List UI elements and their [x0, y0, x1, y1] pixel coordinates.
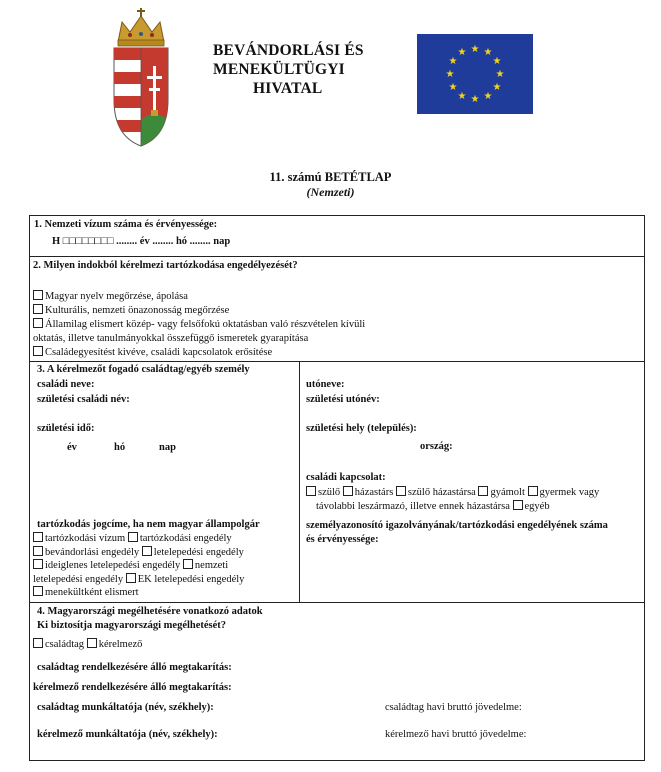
day-label: nap: [159, 442, 176, 453]
country-label: ország:: [420, 441, 453, 452]
stay-residence-permit: tartózkodási engedély: [139, 533, 232, 544]
relation-spouse: házastárs: [354, 487, 394, 498]
checkbox[interactable]: [33, 559, 43, 569]
provider-applicant: kérelmező: [98, 639, 143, 650]
form-title: 11. számú BETÉTLAP: [269, 170, 392, 184]
stay-ek-settlement: EK letelepedési engedély: [137, 573, 245, 585]
checkbox[interactable]: [33, 586, 43, 596]
section1-heading: 1. Nemzeti vízum száma és érvényessége:: [34, 219, 218, 230]
svg-text:★: ★: [448, 56, 458, 67]
applicant-employer-label: kérelmező munkáltatója (név, székhely):: [37, 729, 218, 740]
reason-label: Államilag elismert közép- vagy felsőfokú oktatásban való részvételen kívüli: [45, 319, 366, 330]
divider: [29, 361, 645, 362]
svg-text:★: ★: [492, 82, 502, 93]
relation-child: gyermek vagy: [539, 487, 600, 498]
svg-text:★: ★: [483, 91, 493, 102]
family-income-label: családtag havi bruttó jövedelme:: [385, 702, 522, 713]
reason-label: Családegyesítést kivéve, családi kapcsolatok erősítése: [45, 347, 273, 358]
svg-text:★: ★: [457, 47, 467, 58]
relation-other: egyéb: [524, 501, 550, 512]
svg-text:★: ★: [445, 69, 455, 80]
section4-heading: [37, 605, 263, 632]
year-label: év: [67, 442, 77, 453]
reason-options: [33, 290, 365, 360]
checkbox[interactable]: [142, 546, 152, 556]
checkbox[interactable]: [396, 486, 406, 496]
svg-text:★: ★: [495, 69, 505, 80]
reason-label-continued: oktatás, illetve tanulmányokkal összefüggő ismeretek gyarapítása: [33, 333, 309, 344]
checkbox[interactable]: [528, 486, 538, 496]
org-name-line3: HIVATAL: [253, 80, 323, 97]
family-name-label: családi neve:: [37, 379, 95, 390]
divider: [29, 602, 645, 603]
eu-flag-logo: [417, 34, 533, 114]
checkbox[interactable]: [87, 638, 97, 648]
provider-family: családtag: [45, 639, 85, 650]
relation-parent: szülő: [318, 487, 341, 498]
reason-option[interactable]: [33, 290, 365, 304]
applicant-savings-label: kérelmező rendelkezésére álló megtakarítás:: [33, 682, 232, 693]
stay-options: [33, 532, 298, 600]
stay-national-cont: letelepedési engedély: [33, 573, 124, 585]
checkbox[interactable]: [513, 500, 523, 510]
stay-visa: tartózkodási vízum: [45, 533, 126, 544]
checkbox[interactable]: [33, 290, 43, 300]
svg-text:★: ★: [470, 44, 480, 55]
checkbox[interactable]: [33, 304, 43, 314]
birth-family-name-label: születési családi név:: [37, 394, 130, 405]
family-employer-label: családtag munkáltatója (név, székhely):: [37, 702, 214, 713]
visa-number-field[interactable]: H □□□□□□□□ ........ év ........ hó ........ nap: [52, 236, 231, 247]
coat-of-arms-logo: [108, 8, 174, 148]
family-savings-label: családtag rendelkezésére álló megtakarítás:: [37, 662, 232, 673]
reason-option[interactable]: [33, 346, 365, 360]
relation-descendant: távolabbi leszármazó, illetve ennek házastársa: [316, 501, 510, 512]
checkbox[interactable]: [33, 532, 43, 542]
relation-parent-spouse: szülő házastársa: [407, 487, 476, 498]
stay-settlement-permit: letelepedési engedély: [153, 546, 244, 558]
id-title-line1: személyazonosító igazolványának/tartózkodási engedélyének száma: [306, 520, 608, 531]
stay-temp-settlement: ideiglenes letelepedési engedély: [45, 560, 181, 571]
svg-text:★: ★: [492, 56, 502, 67]
checkbox[interactable]: [478, 486, 488, 496]
checkbox[interactable]: [343, 486, 353, 496]
month-label: hó: [114, 442, 126, 453]
svg-text:★: ★: [470, 94, 480, 105]
checkbox[interactable]: [33, 346, 43, 356]
stay-national: nemzeti: [194, 560, 229, 571]
divider: [29, 256, 645, 257]
reason-option[interactable]: [33, 304, 365, 318]
applicant-income-label: kérelmező havi bruttó jövedelme:: [385, 729, 527, 740]
section2-heading: 2. Milyen indokból kérelmezi tartózkodása engedélyezését?: [33, 260, 298, 271]
checkbox[interactable]: [183, 559, 193, 569]
form-subtitle: (Nemzeti): [306, 185, 355, 199]
svg-text:★: ★: [457, 91, 467, 102]
section3-heading: 3. A kérelmezőt fogadó családtag/egyéb személy: [37, 364, 250, 375]
relation-label: családi kapcsolat:: [306, 472, 386, 483]
checkbox[interactable]: [306, 486, 316, 496]
stay-immigration-permit: bevándorlási engedély: [45, 546, 140, 558]
checkbox[interactable]: [126, 573, 136, 583]
checkbox[interactable]: [33, 546, 43, 556]
id-title: [306, 519, 644, 546]
stay-title: tartózkodás jogcíme, ha nem magyar állampolgár: [37, 519, 260, 530]
birth-date-label: születési idő:: [37, 423, 95, 434]
stay-refugee: menekültként elismert: [45, 587, 139, 598]
relation-options: [306, 486, 644, 514]
org-name-line1: BEVÁNDORLÁSI ÉS: [213, 42, 364, 59]
given-name-label: utóneve:: [306, 379, 345, 390]
section4-title: 4. Magyarországi megélhetésére vonatkozó adatok: [37, 606, 263, 617]
svg-text:★: ★: [483, 47, 493, 58]
reason-label: Kulturális, nemzeti önazonosság megőrzése: [45, 305, 230, 316]
svg-text:★: ★: [448, 82, 458, 93]
section4-question: Ki biztosítja magyarországi megélhetését?: [37, 619, 227, 631]
relation-ward: gyámolt: [490, 487, 525, 498]
org-name: [213, 41, 403, 98]
birth-place-label: születési hely (település):: [306, 423, 417, 434]
birth-given-name-label: születési utónév:: [306, 394, 380, 405]
checkbox[interactable]: [128, 532, 138, 542]
org-name-line2: MENEKÜLTÜGYI: [213, 61, 345, 78]
provider-options: [33, 638, 142, 650]
divider: [299, 361, 300, 602]
reason-option[interactable]: [33, 318, 365, 332]
id-title-line2: és érvényessége:: [306, 533, 379, 545]
checkbox[interactable]: [33, 638, 43, 648]
checkbox[interactable]: [33, 318, 43, 328]
reason-label: Magyar nyelv megőrzése, ápolása: [45, 291, 188, 302]
